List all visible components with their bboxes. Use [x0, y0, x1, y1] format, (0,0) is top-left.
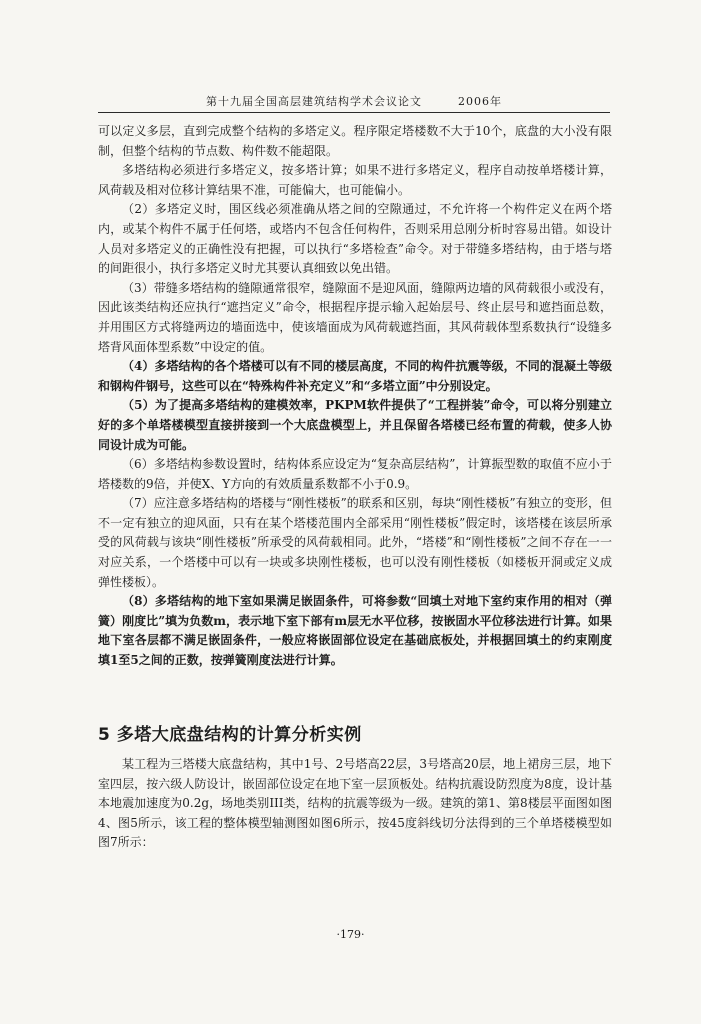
paragraph: （3）带缝多塔结构的缝隙通常很窄，缝隙面不是迎风面，缝隙两边墙的风荷载很小或没有，因此该类结构还应执行“遮挡定义”命令，根据程序提示输入起始层号、终止层号和遮挡面总数，并用围区方式将缝两边的墙面选中，使该墙面成为风荷载遮挡面，其风荷载体型系数执行“设缝多塔背风面体型系数”中设定的值。	[98, 280, 612, 354]
header-rule	[98, 112, 610, 113]
body-text	[98, 122, 612, 671]
paragraph: 某工程为三塔楼大底盘结构，其中1号、2号塔高22层，3号塔高20层，地上裙房三层，地下室四层，按六级人防设计，嵌固部位设定在地下室一层顶板处。结构抗震设防烈度为8度，设计基本地震加速度为0.2g，场地类别III类，结构的抗震等级为一级。建筑的第1、第8楼层平面图如图4、图5所示，该工程的整体模型轴测图如图6所示，按45度斜线切分法得到的三个单塔楼模型如图7所示：	[98, 757, 612, 850]
section-body	[98, 755, 612, 853]
paragraph: （4）多塔结构的各个塔楼可以有不同的楼层高度，不同的构件抗震等级，不同的混凝土等级和钢构件钢号，这些可以在“特殊构件补充定义”和“多塔立面”中分别设定。	[98, 359, 612, 393]
paragraph: （5）为了提高多塔结构的建模效率，PKPM软件提供了“工程拼装”命令，可以将分别建立好的多个单塔楼模型直接拼接到一个大底盘模型上，并且保留各塔楼已经布置的荷载，使多人协同设计成为可能。	[98, 398, 612, 452]
section-heading: 5 多塔大底盘结构的计算分析实例	[98, 725, 362, 745]
paragraph: （2）多塔定义时，围区线必须准确从塔之间的空隙通过，不允许将一个构件定义在两个塔内，或某个构件不属于任何塔，或塔内不包含任何构件，否则采用总刚分析时容易出错。如设计人员对多塔定义的正确性没有把握，可以执行“多塔检查”命令。对于带缝多塔结构，由于塔与塔的间距很小，执行多塔定义时尤其要认真细致以免出错。	[98, 202, 612, 276]
paragraph: 可以定义多层，直到完成整个结构的多塔定义。程序限定塔楼数不大于10个，底盘的大小没有限制，但整个结构的节点数、构件数不能超限。	[98, 124, 612, 158]
paragraph: （8）多塔结构的地下室如果满足嵌固条件，可将参数“回填土对地下室约束作用的相对（弹簧）刚度比”填为负数m，表示地下室下部有m层无水平位移，按嵌固水平位移法进行计算。如果地下室各层都不满足嵌固条件，一般应将嵌固部位设定在基础底板处，并根据回填土的约束刚度填1至5之间的正数，按弹簧刚度法进行计算。	[98, 594, 612, 668]
paragraph: （7）应注意多塔结构的塔楼与“刚性楼板”的联系和区别，每块“刚性楼板”有独立的变形，但不一定有独立的迎风面，只有在某个塔楼范围内全部采用“刚性楼板”假定时，该塔楼在该层所承受的风荷载与该块“刚性楼板”所承受的风荷载相同。此外，“塔楼”和“刚性楼板”之间不存在一一对应关系，一个塔楼中可以有一块或多块刚性楼板，也可以没有刚性楼板（如楼板开洞或定义成弹性楼板）。	[98, 496, 612, 589]
running-header: 第十九届全国高层建筑结构学术会议论文 2006年	[206, 95, 502, 108]
page-number: ·179·	[336, 928, 365, 941]
paragraph: （6）多塔结构参数设置时，结构体系应设定为“复杂高层结构”，计算振型数的取值不应小于塔楼数的9倍，并使X、Y方向的有效质量系数都不小于0.9。	[98, 457, 612, 491]
paragraph: 多塔结构必须进行多塔定义，按多塔计算；如果不进行多塔定义，程序自动按单塔楼计算，风荷载及相对位移计算结果不准，可能偏大，也可能偏小。	[98, 163, 612, 197]
